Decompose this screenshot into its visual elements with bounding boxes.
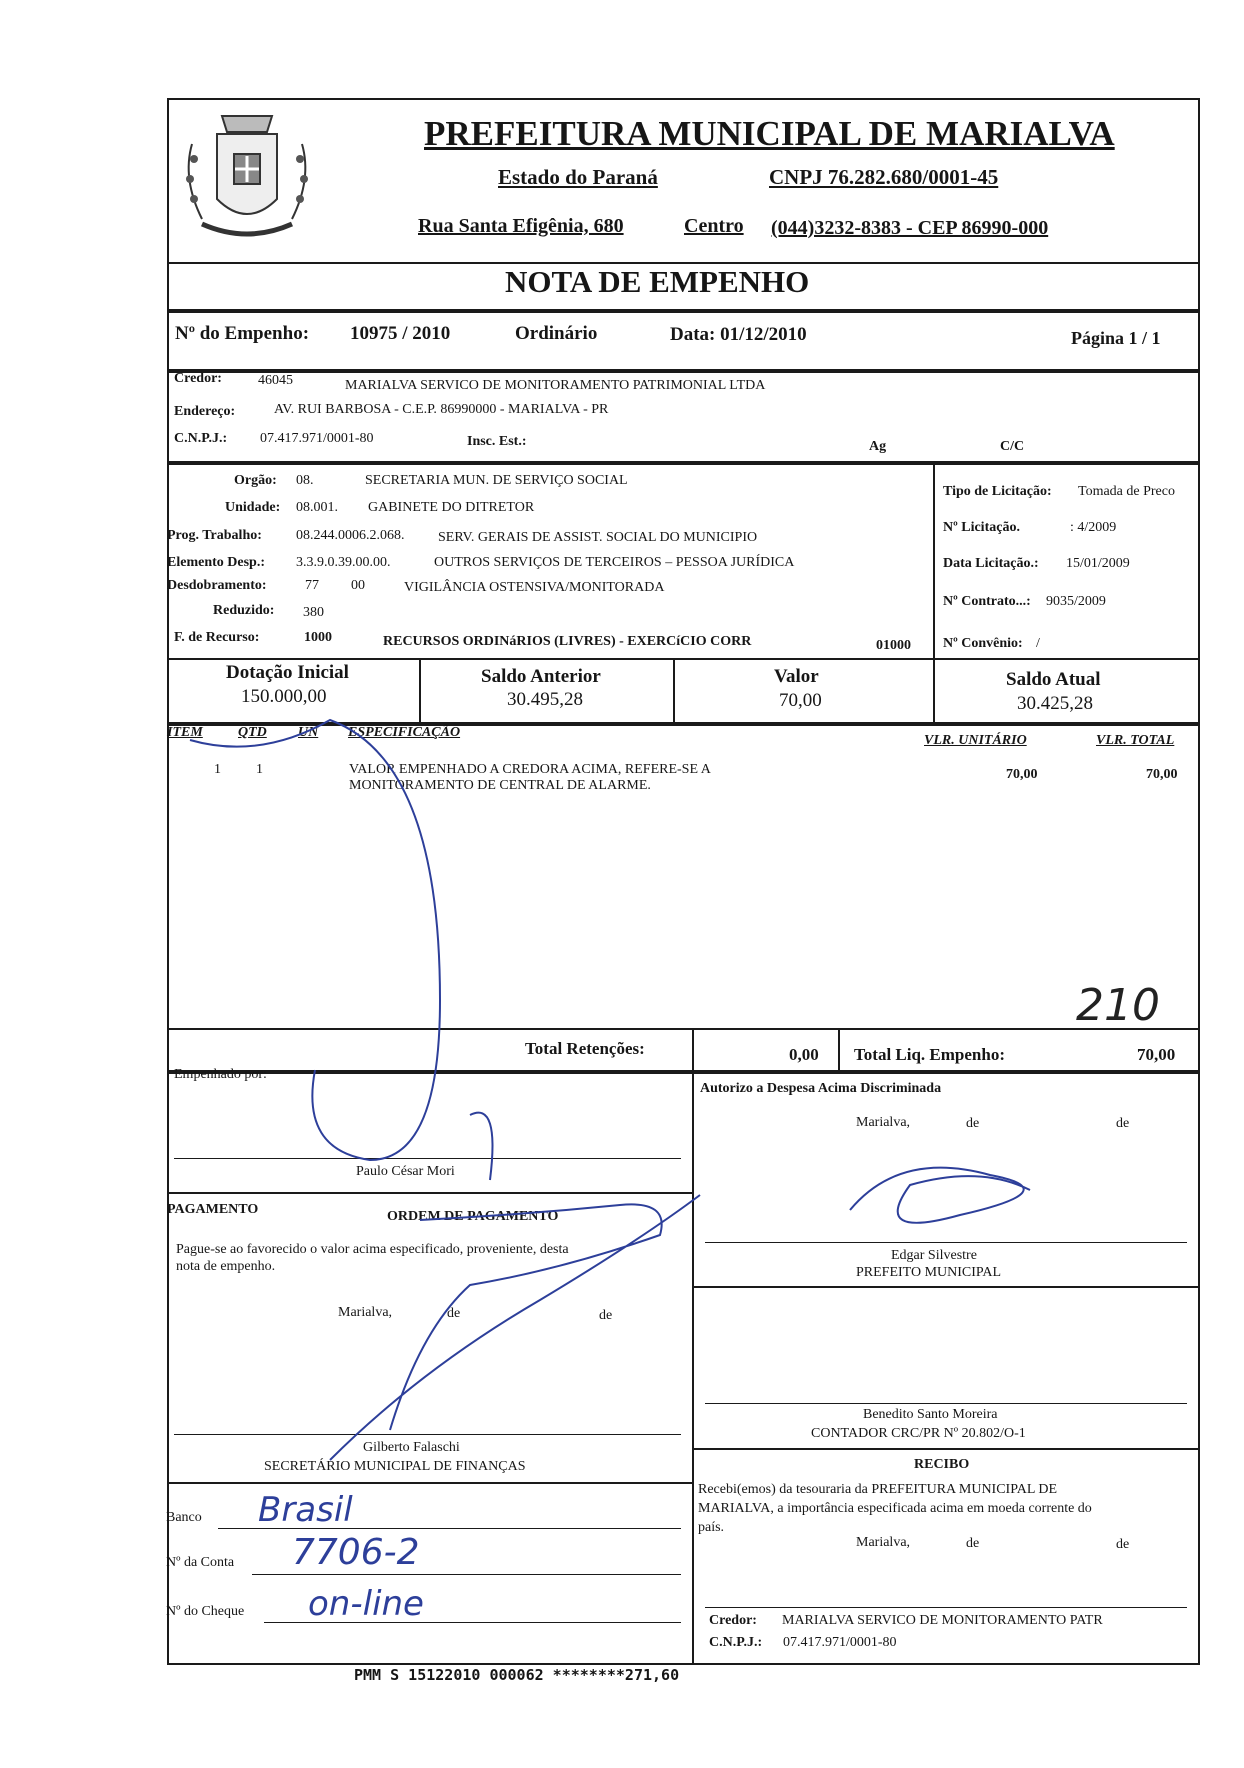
contador-title: CONTADOR CRC/PR Nº 20.802/O-1	[811, 1426, 1026, 1441]
unidade-label: Unidade:	[225, 500, 281, 515]
col-header-item: ITEM	[167, 725, 203, 740]
row-item: 1	[214, 762, 221, 777]
dotacao-label: Dotação Inicial	[226, 662, 349, 683]
total-retencoes-value: 0,00	[789, 1045, 819, 1064]
elemento-code: 3.3.9.0.39.00.00.	[296, 555, 391, 570]
recibo-credor-label: Credor:	[709, 1613, 757, 1628]
data-licitacao-label: Data Licitação.:	[943, 556, 1039, 571]
row-total-value: 70,00	[1146, 767, 1178, 782]
recibo-label: RECIBO	[914, 1457, 970, 1472]
col-header-especificacao: ESPECIFICAÇÃO	[348, 725, 461, 740]
recibo-cnpj: 07.417.971/0001-80	[783, 1635, 897, 1650]
credor-name: MARIALVA SERVICO DE MONITORAMENTO PATRIMONIAL LTDA	[345, 378, 766, 393]
valor-label: Valor	[774, 666, 819, 687]
tipo-licitacao-label: Tipo de Licitação:	[943, 484, 1052, 499]
document-title: NOTA DE EMPENHO	[505, 264, 810, 299]
recurso-label: F. de Recurso:	[174, 630, 260, 645]
convenio-label: Nº Convênio:	[943, 636, 1023, 651]
empenho-type: Ordinário	[515, 323, 598, 344]
autorizo-de2: de	[1116, 1116, 1130, 1131]
credor-cnpj: 07.417.971/0001-80	[260, 431, 374, 446]
contrato-label: Nº Contrato...:	[943, 594, 1031, 609]
elemento-name: OUTROS SERVIÇOS DE TERCEIROS – PESSOA JURÍDICA	[434, 555, 795, 570]
orgao-code: 08.	[296, 473, 314, 488]
recurso-code: 1000	[304, 630, 332, 645]
bottom-box	[167, 1072, 1200, 1665]
prefeito-name: Edgar Silvestre	[891, 1248, 977, 1263]
autorizo-label: Autorizo a Despesa Acima Discriminada	[700, 1081, 942, 1096]
secretario-title: SECRETÁRIO MUNICIPAL DE FINANÇAS	[264, 1459, 526, 1474]
unidade-code: 08.001.	[296, 500, 338, 515]
recibo-credor: MARIALVA SERVICO DE MONITORAMENTO PATR	[782, 1613, 1103, 1628]
handwritten-mark: 210	[1076, 980, 1160, 1031]
banco-label: Banco	[166, 1510, 202, 1525]
elemento-label: Elemento Desp.:	[167, 555, 265, 570]
orgao-name: SECRETARIA MUN. DE SERVIÇO SOCIAL	[365, 473, 628, 488]
pagamento-place: Marialva,	[338, 1305, 393, 1320]
recibo-cnpj-label: C.N.P.J.:	[709, 1635, 763, 1650]
recibo-line2: MARIALVA, a importância especificada acima em moeda corrente do	[698, 1501, 1092, 1516]
contador-name: Benedito Santo Moreira	[863, 1407, 998, 1422]
empenho-date: Data: 01/12/2010	[670, 324, 807, 345]
saldo-anterior-value: 30.495,28	[507, 689, 583, 710]
recibo-de1: de	[966, 1536, 980, 1551]
reduzido-label: Reduzido:	[213, 603, 275, 618]
ag-label: Ag	[869, 439, 887, 454]
prog-code: 08.244.0006.2.068.	[296, 528, 405, 543]
header-district: Centro	[684, 215, 744, 237]
pagamento-label: PAGAMENTO	[167, 1202, 259, 1217]
bank-stamp: PMM S 15122010 000062 ********271,60	[354, 1666, 680, 1684]
data-licitacao: 15/01/2009	[1066, 556, 1130, 571]
reduzido-value: 380	[303, 605, 324, 620]
empenhado-por-name: Paulo César Mori	[356, 1164, 455, 1179]
saldo-anterior-label: Saldo Anterior	[481, 666, 601, 687]
credor-code: 46045	[258, 373, 293, 388]
header-state: Estado do Paraná	[498, 165, 658, 189]
conta-value: 7706-2	[292, 1532, 420, 1573]
valor-value: 70,00	[779, 690, 822, 711]
totals-box	[167, 1028, 1200, 1072]
conta-label: Nº da Conta	[166, 1555, 235, 1570]
row-unit-value: 70,00	[1006, 767, 1038, 782]
desdobramento-name: VIGILÂNCIA OSTENSIVA/MONITORADA	[404, 580, 665, 595]
ordem-pagamento-label: ORDEM DE PAGAMENTO	[387, 1209, 559, 1224]
credor-cnpj-label: C.N.P.J.:	[174, 431, 228, 446]
prog-name: SERV. GERAIS DE ASSIST. SOCIAL DO MUNICIPIO	[438, 530, 758, 545]
col-header-un: UN	[298, 725, 319, 740]
header-title: PREFEITURA MUNICIPAL DE MARIALVA	[424, 114, 1115, 153]
saldo-atual-label: Saldo Atual	[1006, 669, 1101, 690]
col-header-vlr-total: VLR. TOTAL	[1096, 733, 1175, 748]
recibo-de2: de	[1116, 1537, 1130, 1552]
pagamento-de1: de	[447, 1306, 461, 1321]
municipal-coat-of-arms-logo	[172, 104, 322, 254]
contrato-value: 9035/2009	[1046, 594, 1106, 609]
cheque-value: on-line	[308, 1584, 424, 1624]
total-liq-value: 70,00	[1137, 1045, 1176, 1064]
licitacao-number: : 4/2009	[1070, 520, 1117, 535]
empenho-page: Página 1 / 1	[1071, 328, 1161, 348]
desdobramento-sub: 00	[351, 578, 365, 593]
pague-se-line1: Pague-se ao favorecido o valor acima especificado, proveniente, desta	[176, 1242, 569, 1257]
pague-se-line2: nota de empenho.	[176, 1259, 276, 1274]
recurso-num: 01000	[876, 638, 911, 653]
banco-value: Brasil	[258, 1490, 353, 1530]
cheque-label: Nº do Cheque	[166, 1604, 245, 1619]
empenhado-por-label: Empenhado por:	[174, 1067, 267, 1082]
header-street: Rua Santa Efigênia, 680	[418, 215, 624, 237]
convenio-value: /	[1036, 636, 1040, 651]
row-desc-line1: VALOR EMPENHADO A CREDORA ACIMA, REFERE-SE A	[349, 762, 711, 777]
autorizo-de1: de	[966, 1116, 980, 1131]
empenho-number-label: Nº do Empenho:	[175, 323, 310, 344]
tipo-licitacao: Tomada de Preco	[1078, 484, 1175, 499]
insc-est-label: Insc. Est.:	[467, 434, 527, 449]
dotacao-value: 150.000,00	[241, 686, 327, 707]
recurso-name: RECURSOS ORDINáRIOS (LIVRES) - EXERCíCIO CORR	[383, 634, 752, 649]
cc-label: C/C	[1000, 439, 1025, 454]
total-liq-label: Total Liq. Empenho:	[854, 1045, 1005, 1064]
unidade-name: GABINETE DO DITRETOR	[368, 500, 535, 515]
desdobramento-label: Desdobramento:	[167, 578, 267, 593]
saldo-atual-value: 30.425,28	[1017, 693, 1093, 714]
desdobramento-code: 77	[305, 578, 319, 593]
recibo-line1: Recebi(emos) da tesouraria da PREFEITURA MUNICIPAL DE	[698, 1482, 1058, 1497]
pagamento-de2: de	[599, 1308, 613, 1323]
licitacao-number-label: Nº Licitação.	[943, 520, 1020, 535]
prefeito-title: PREFEITO MUNICIPAL	[856, 1265, 1002, 1280]
empenho-number: 10975 / 2010	[350, 323, 451, 344]
orgao-label: Orgão:	[234, 473, 277, 488]
secretario-name: Gilberto Falaschi	[363, 1440, 460, 1455]
recibo-line3: país.	[698, 1520, 725, 1535]
recibo-place: Marialva,	[856, 1535, 911, 1550]
col-header-qtd: QTD	[238, 725, 267, 740]
col-header-vlr-unitario: VLR. UNITÁRIO	[924, 733, 1027, 748]
credor-address: AV. RUI BARBOSA - C.E.P. 86990000 - MARIALVA - PR	[274, 402, 609, 417]
prog-label: Prog. Trabalho:	[167, 528, 262, 543]
row-qtd: 1	[256, 762, 263, 777]
credor-label: Credor:	[174, 371, 222, 386]
header-phone-cep: (044)3232-8383 - CEP 86990-000	[771, 217, 1049, 239]
row-desc-line2: MONITORAMENTO DE CENTRAL DE ALARME.	[349, 778, 651, 793]
autorizo-place: Marialva,	[856, 1115, 911, 1130]
endereco-label: Endereço:	[174, 404, 236, 419]
total-retencoes-label: Total Retenções:	[525, 1039, 645, 1058]
header-cnpj: CNPJ 76.282.680/0001-45	[769, 165, 999, 189]
